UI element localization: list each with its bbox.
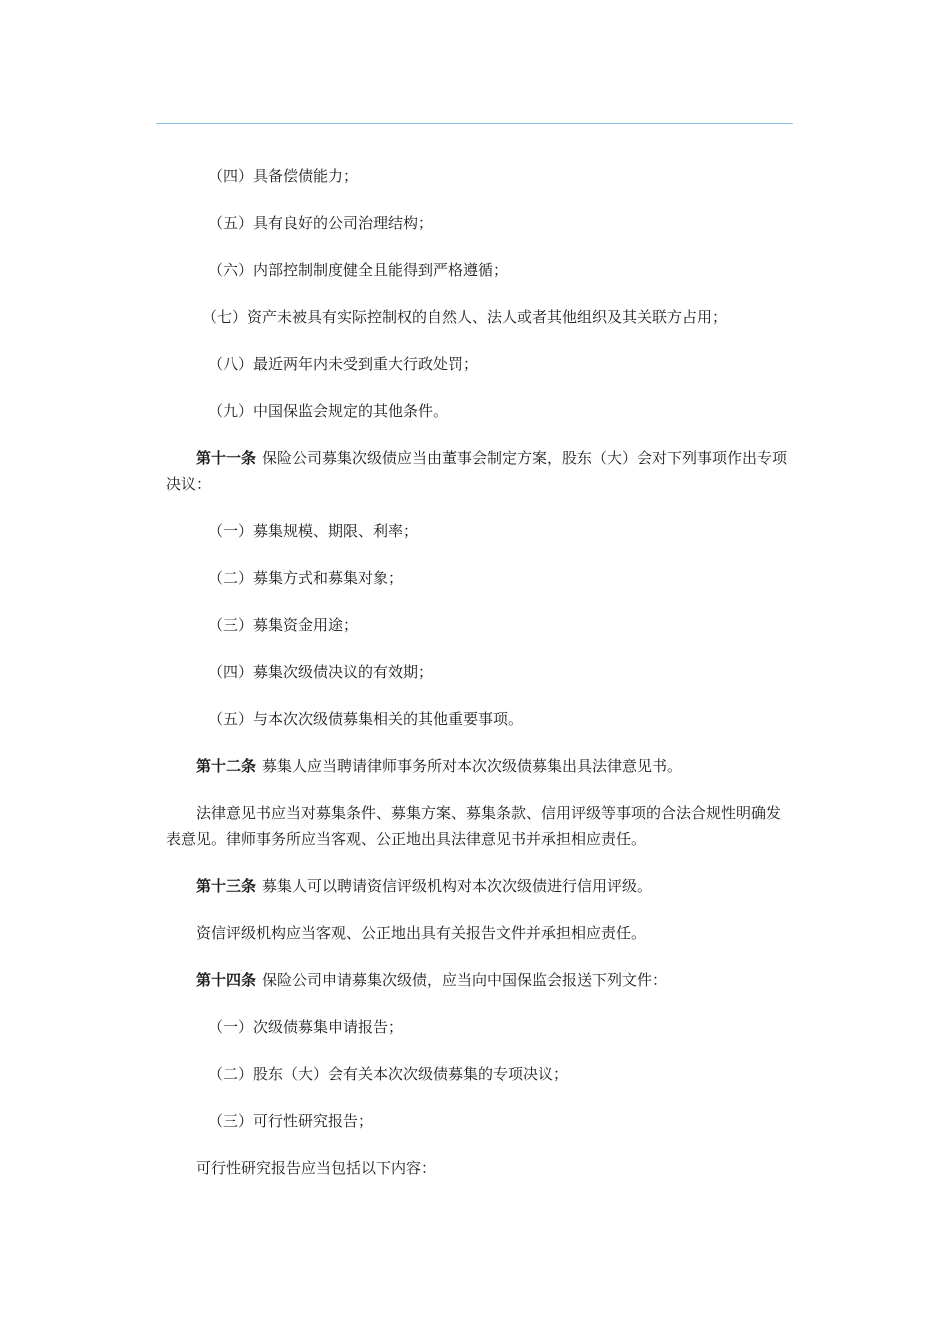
article-heading: 第十四条 bbox=[196, 971, 257, 989]
clause-item: （四）募集次级债决议的有效期； bbox=[208, 663, 434, 681]
document-body bbox=[166, 163, 793, 1202]
article-heading: 第十一条 bbox=[196, 449, 257, 467]
clause-item: （五）具有良好的公司治理结构； bbox=[208, 214, 434, 232]
clause-item: （八）最近两年内未受到重大行政处罚； bbox=[208, 355, 479, 373]
clause-item: （九）中国保监会规定的其他条件。 bbox=[208, 402, 449, 420]
body-paragraph: 可行性研究报告应当包括以下内容： bbox=[196, 1159, 437, 1177]
clause-item: （六）内部控制制度健全且能得到严格遵循； bbox=[208, 261, 509, 279]
header-rule bbox=[156, 123, 793, 124]
clause-item: （五）与本次次级债募集相关的其他重要事项。 bbox=[208, 710, 524, 728]
clause-item: （三）可行性研究报告； bbox=[208, 1112, 374, 1130]
article-text: 募集人可以聘请资信评级机构对本次次级债进行信用评级。 bbox=[262, 877, 653, 895]
article-text: 保险公司申请募集次级债，应当向中国保监会报送下列文件： bbox=[262, 971, 668, 989]
body-paragraph: 法律意见书应当对募集条件、募集方案、募集条款、信用评级等事项的合法合规性明确发表意见。律师事务所应当客观、公正地出具法律意见书并承担相应责任。 bbox=[166, 804, 782, 848]
article-heading: 第十三条 bbox=[196, 877, 257, 895]
article-paragraph bbox=[166, 753, 793, 779]
article-text: 募集人应当聘请律师事务所对本次次级债募集出具法律意见书。 bbox=[262, 757, 683, 775]
clause-item: （一）次级债募集申请报告； bbox=[208, 1018, 404, 1036]
article-text: 保险公司募集次级债应当由董事会制定方案，股东（大）会对下列事项作出专项决议： bbox=[166, 449, 788, 493]
article-paragraph bbox=[166, 445, 793, 497]
article-paragraph bbox=[166, 873, 793, 899]
clause-item: （四）具备偿债能力； bbox=[208, 167, 359, 185]
clause-item: （二）股东（大）会有关本次次级债募集的专项决议； bbox=[208, 1065, 569, 1083]
clause-item: （七）资产未被具有实际控制权的自然人、法人或者其他组织及其关联方占用； bbox=[202, 308, 728, 326]
clause-item: （三）募集资金用途； bbox=[208, 616, 359, 634]
article-heading: 第十二条 bbox=[196, 757, 257, 775]
body-paragraph: 资信评级机构应当客观、公正地出具有关报告文件并承担相应责任。 bbox=[196, 924, 647, 942]
clause-item: （二）募集方式和募集对象； bbox=[208, 569, 404, 587]
article-paragraph bbox=[166, 967, 793, 993]
clause-item: （一）募集规模、期限、利率； bbox=[208, 522, 419, 540]
